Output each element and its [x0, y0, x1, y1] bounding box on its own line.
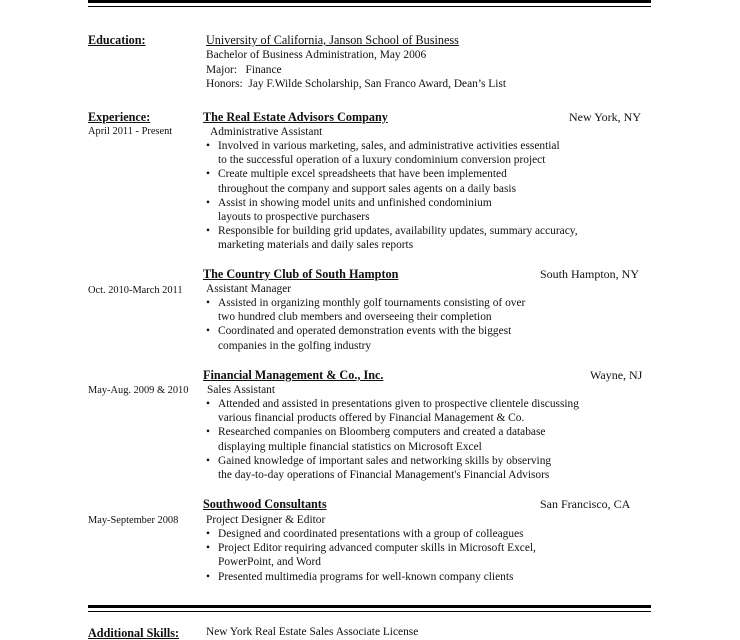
job-bullet: • Presented multimedia programs for well-known company clients	[206, 570, 536, 584]
job-dates: May-September 2008	[88, 515, 179, 526]
job-location: South Hampton, NY	[540, 267, 639, 281]
skills-item: New York Real Estate Sales Associate License	[206, 626, 419, 638]
job-bullet: • Gained knowledge of important sales and networking skills by observing the day-to-day operations of Financial Management's Financial Advisors	[206, 454, 579, 482]
job-company: The Real Estate Advisors Company	[203, 110, 388, 124]
job-bullet: • Responsible for building grid updates, availability updates, summary accuracy, marketing materials and daily sales reports	[206, 224, 578, 252]
job-bullet: • Project Editor requiring advanced computer skills in Microsoft Excel, PowerPoint, and Word	[206, 541, 536, 569]
job-title: Assistant Manager	[206, 283, 292, 295]
job-company: Financial Management & Co., Inc.	[203, 368, 384, 382]
bottom-rule-thin	[88, 611, 651, 612]
job-company: The Country Club of South Hampton	[203, 267, 399, 281]
job-bullet: • Involved in various marketing, sales, and administrative activities essential to the successful operation of a luxury condominium conversion project	[206, 139, 578, 167]
job-dates: April 2011 - Present	[88, 126, 173, 137]
job-title: Sales Assistant	[207, 384, 276, 396]
job-bullets	[206, 397, 579, 482]
bottom-rule-thick	[88, 605, 651, 608]
education-heading: Education:	[88, 33, 146, 47]
job-title: Project Designer & Editor	[206, 514, 326, 526]
top-rule-thick	[88, 0, 651, 3]
education-major: Major: Finance	[206, 64, 282, 76]
education-school: University of California, Janson School of Business	[206, 33, 459, 47]
job-location: New York, NY	[569, 110, 642, 124]
job-bullet: • Researched companies on Bloomberg computers and created a database displaying multiple financial statistics on Microsoft Excel	[206, 425, 579, 453]
job-dates: May-Aug. 2009 & 2010	[88, 385, 189, 396]
job-bullets	[206, 296, 525, 353]
skills-heading: Additional Skills:	[88, 626, 180, 640]
top-rule-thin	[88, 6, 651, 7]
job-location: San Francisco, CA	[540, 497, 631, 511]
job-bullet: • Designed and coordinated presentations with a group of colleagues	[206, 527, 536, 541]
job-bullet: • Coordinated and operated demonstration events with the biggest companies in the golfing industry	[206, 324, 525, 352]
education-degree: Bachelor of Business Administration, May 2006	[206, 49, 427, 61]
job-bullet: • Attended and assisted in presentations given to prospective clientele discussing various financial products offered by Financial Management & Co.	[206, 397, 579, 425]
job-location: Wayne, NJ	[590, 368, 643, 382]
job-bullet: • Assist in showing model units and unfinished condominium layouts to prospective purchasers	[206, 196, 578, 224]
job-bullet: • Assisted in organizing monthly golf tournaments consisting of over two hundred club members and overseeing their completion	[206, 296, 525, 324]
experience-heading: Experience:	[88, 110, 151, 124]
job-dates: Oct. 2010-March 2011	[88, 285, 183, 296]
education-honors: Honors: Jay F.Wilde Scholarship, San Franco Award, Dean’s List	[206, 78, 507, 90]
job-bullet: • Create multiple excel spreadsheets that have been implemented throughout the company and support sales agents on a daily basis	[206, 167, 578, 195]
job-bullets	[206, 527, 536, 584]
job-title: Administrative Assistant	[210, 126, 323, 138]
job-bullets	[206, 139, 578, 253]
job-company: Southwood Consultants	[203, 497, 327, 511]
